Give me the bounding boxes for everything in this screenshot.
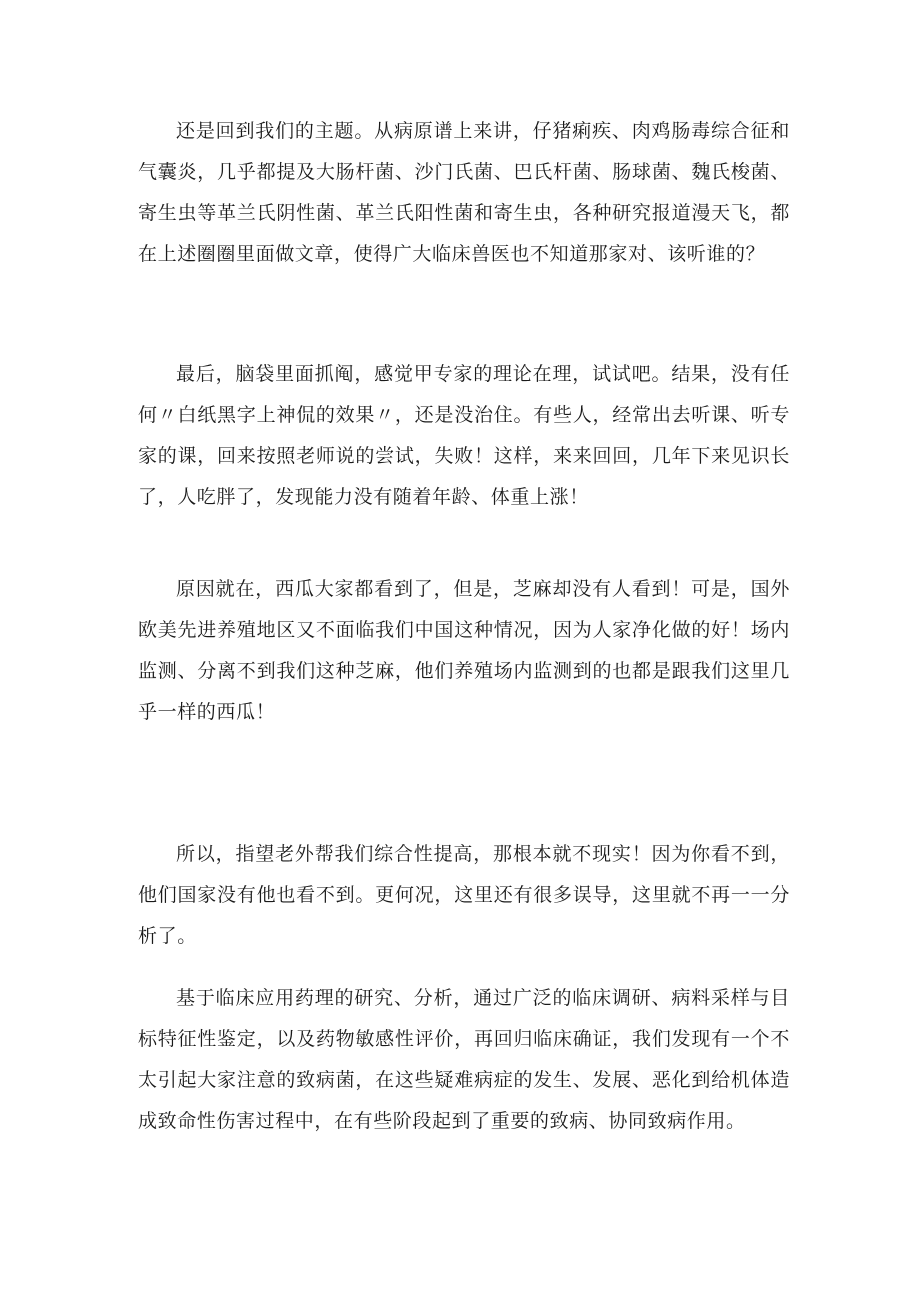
paragraph-watermelon-sesame: 原因就在，西瓜大家都看到了，但是，芝麻却没有人看到！可是，国外欧美先进养殖地区又不面临我们中国这种情况，因为人家净化做的好！场内监测、分离不到我们这种芝麻，他们养殖场内监测到的也都是跟我们这里几乎一样的西瓜！ — [138, 578, 790, 723]
paragraph-pathogen-spectrum: 还是回到我们的主题。从病原谱上来讲，仔猪痢疾、肉鸡肠毒综合征和气囊炎，几乎都提及大肠杆菌、沙门氏菌、巴氏杆菌、肠球菌、魏氏梭菌、寄生虫等革兰氏阴性菌、革兰氏阳性菌和寄生虫，各种研究报道漫天飞，都在上述圈圈里面做文章，使得广大临床兽医也不知道那家对、该听谁的？ — [138, 120, 790, 265]
paragraph-research-finding: 基于临床应用药理的研究、分析，通过广泛的临床调研、病料采样与目标特征性鉴定，以及药物敏感性评价，再回归临床确证，我们发现有一个不太引起大家注意的致病菌，在这些疑难病症的发生、发展、恶化到给机体造成致命性伤害过程中，在有些阶段起到了重要的致病、协同致病作用。 — [138, 987, 790, 1132]
paragraph-trial-and-failure: 最后，脑袋里面抓阄，感觉甲专家的理论在理，试试吧。结果，没有任何〃白纸黑字上神侃的效果〃，还是没治住。有些人，经常出去听课、听专家的课，回来按照老师说的尝试，失败！这样，来来回回，几年下来见识长了，人吃胖了，发现能力没有随着年龄、体重上涨！ — [138, 363, 790, 508]
paragraph-foreign-help: 所以，指望老外帮我们综合性提高，那根本就不现实！因为你看不到，他们国家没有他也看不到。更何况，这里还有很多误导，这里就不再一一分析了。 — [138, 843, 790, 947]
